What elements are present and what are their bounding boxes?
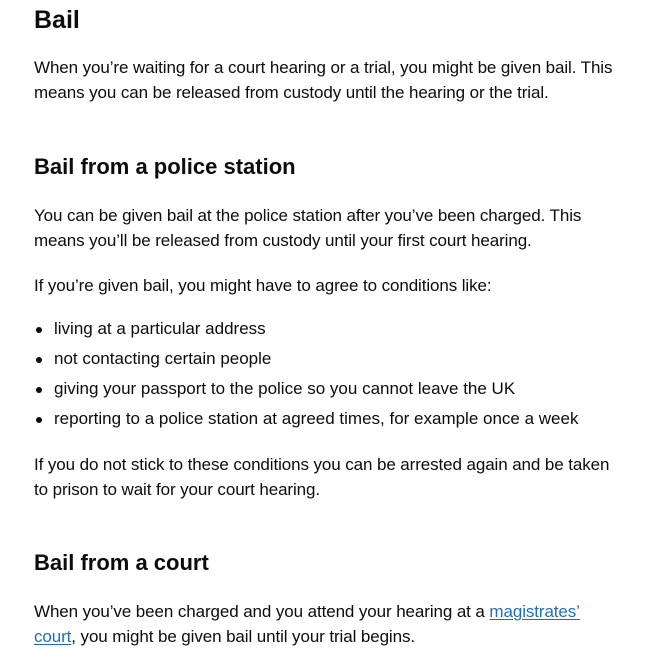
list-item [34,404,631,434]
court-para-text-before-link: When you’ve been charged and you attend your hearing at a [34,602,490,621]
magistrates-court-link-part-1[interactable]: magistrates’ [489,602,580,621]
list-item-text: giving your passport to the police so you cannot leave the UK [54,379,516,398]
bullet-icon [36,417,42,423]
bail-conditions-list [34,314,631,434]
list-item [34,314,631,344]
bullet-icon [36,357,42,363]
magistrates-court-link-part-2[interactable]: court [34,627,72,646]
list-item-text: reporting to a police station at agreed times, for example once a week [54,409,579,428]
police-station-para1-line-2: means you’ll be released from custody until your first court hearing. [34,231,532,250]
police-station-paragraph-3 [34,452,631,502]
court-para-text-after-link: , you might be given bail until your trial begins. [71,627,415,646]
bullet-icon [36,327,42,333]
police-station-para3-line-1: If you do not stick to these conditions you can be arrested again and be taken [34,455,610,474]
police-station-heading: Bail from a police station [34,154,296,179]
list-item [34,344,631,374]
bail-intro-line-2: means you can be released from custody until the hearing or the trial. [34,83,549,102]
court-heading: Bail from a court [34,550,209,575]
bail-intro-line-1: When you’re waiting for a court hearing or a trial, you might be given bail. This [34,58,613,77]
police-station-para3-line-2: to prison to wait for your court hearing. [34,480,320,499]
bail-intro-paragraph [34,55,631,105]
list-item [34,374,631,404]
court-paragraph [34,599,631,649]
police-station-para1-line-1: You can be given bail at the police station after you’ve been charged. This [34,206,582,225]
bullet-icon [36,387,42,393]
page-title: Bail [34,6,80,34]
list-item-text: living at a particular address [54,319,266,338]
list-item-text: not contacting certain people [54,349,272,368]
police-station-paragraph-1 [34,203,631,253]
police-station-paragraph-2: If you’re given bail, you might have to agree to conditions like: [34,276,492,295]
